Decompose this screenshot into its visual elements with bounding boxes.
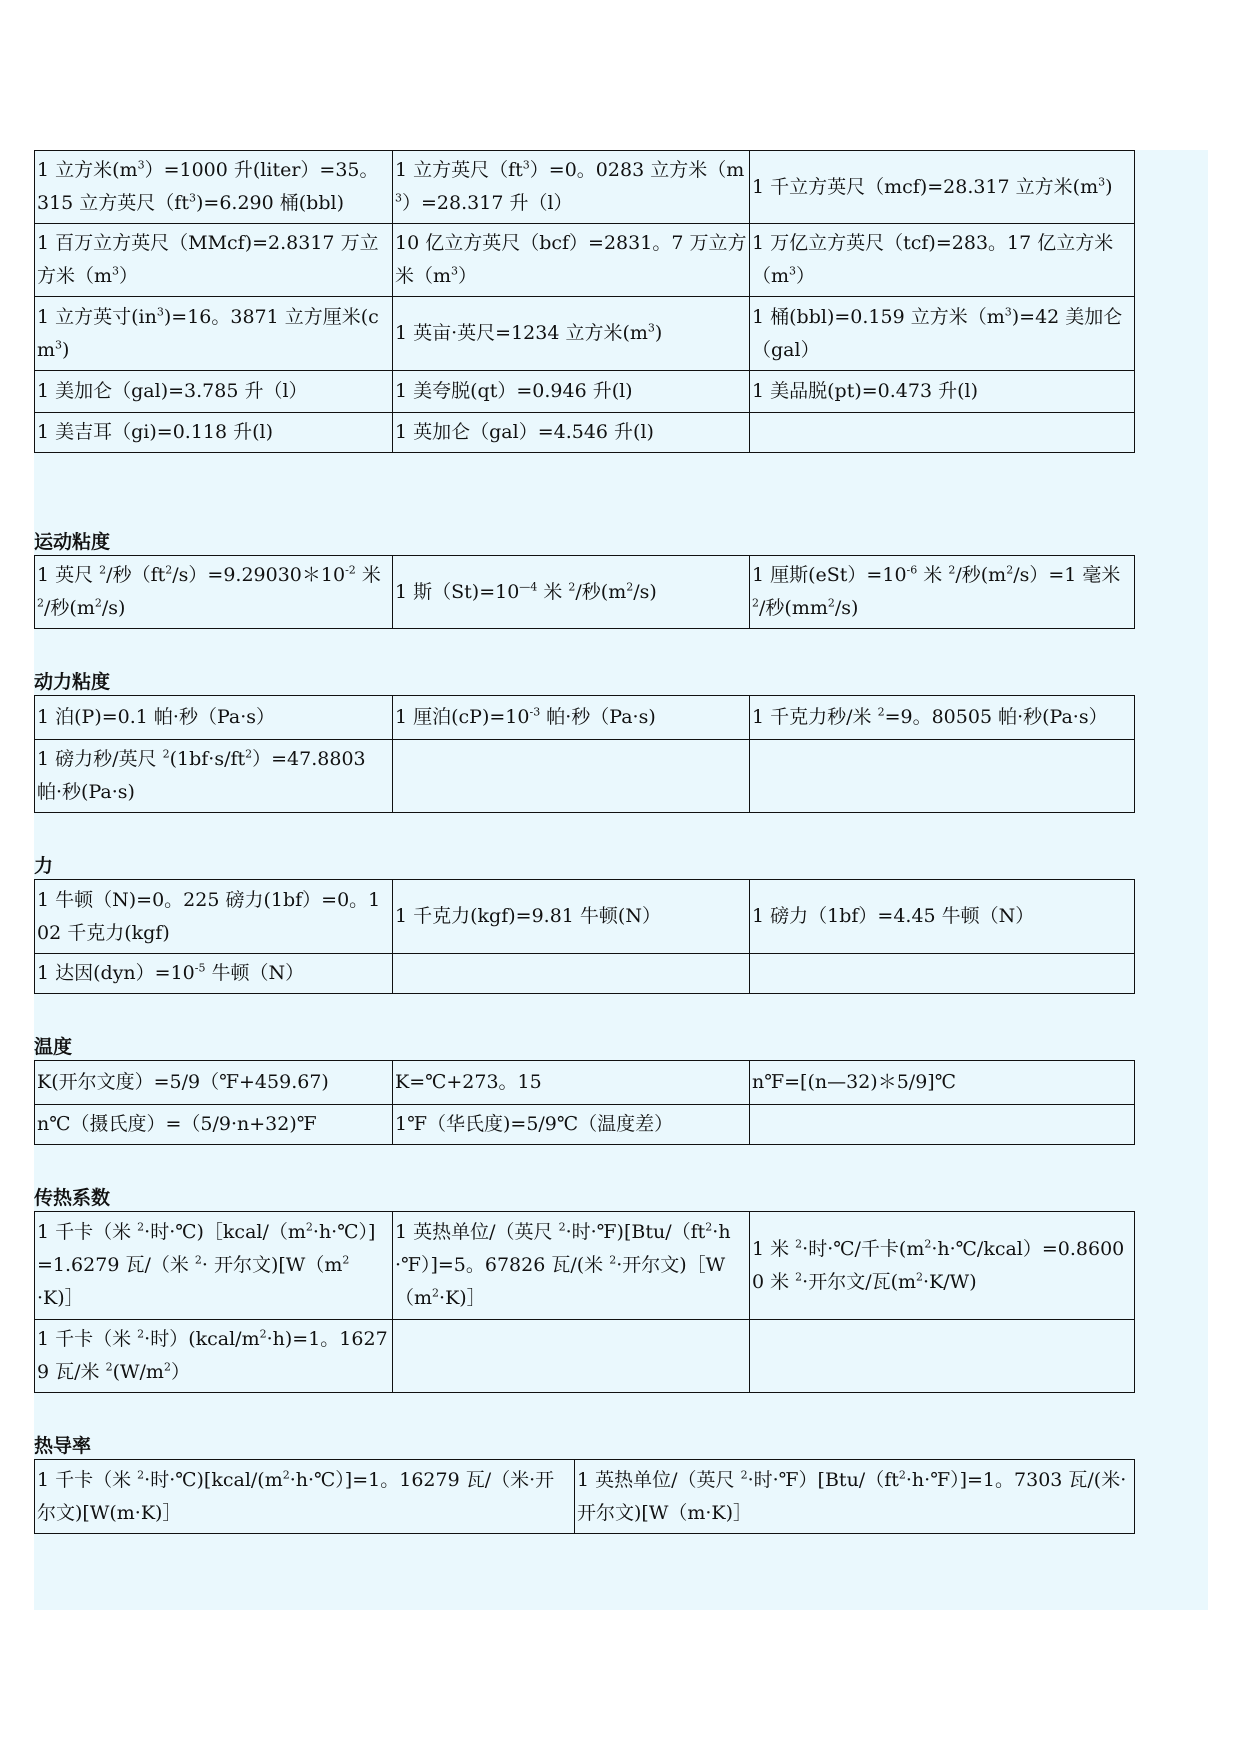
superscript: —4	[519, 580, 538, 594]
cell-text: 1 英亩·英尺=1234 立方米(m	[395, 322, 648, 344]
superscript: -5	[194, 961, 206, 975]
cell-text: ）=0。0283 立方米（m	[529, 159, 745, 181]
superscript: 3	[137, 158, 145, 172]
cell-text: 帕·秒（Pa·s)	[540, 706, 656, 728]
table-cell	[750, 740, 1135, 813]
cell-text: ·开尔文)［W（m	[395, 1254, 726, 1309]
superscript: 3	[188, 191, 196, 205]
cell-text: ）	[796, 265, 816, 287]
superscript: 3	[112, 264, 120, 278]
table-cell	[393, 740, 750, 813]
cell-text: n℃（摄氏度）=（5/9·n+32)℉	[37, 1113, 317, 1135]
cell-text: 1 立方英寸(in	[37, 305, 157, 328]
cell-text: ·开尔文/瓦(m	[802, 1270, 917, 1293]
kinematic-viscosity-table	[34, 555, 1135, 629]
table-cell	[393, 1212, 750, 1320]
cell-text: ·K)］	[37, 1287, 84, 1309]
table-cell	[393, 224, 750, 297]
table-row	[35, 740, 1135, 813]
cell-text: ·时·℃)[kcal/(m	[144, 1468, 283, 1491]
cell-text: ·时·℉）[Btu/（ft	[747, 1468, 899, 1491]
cell-text: ）	[170, 1361, 190, 1383]
table-cell	[750, 224, 1135, 297]
cell-text: 1 英热单位/（英尺	[395, 1221, 559, 1243]
cell-text: /秒(m	[575, 580, 627, 603]
table-row	[35, 696, 1135, 740]
superscript: 2	[432, 1286, 440, 1300]
cell-text: n℉=[(n—32)＊5/9]℃	[752, 1071, 956, 1093]
cell-text: 1 立方米(m	[37, 159, 138, 181]
table-row	[35, 954, 1135, 994]
superscript: 2	[259, 1327, 267, 1341]
table-cell	[393, 556, 750, 629]
table-cell	[750, 954, 1135, 994]
cell-text: 1 美吉耳（gi)=0.118 升(l)	[37, 421, 274, 443]
superscript: 2	[137, 1468, 145, 1482]
cell-text: 1 百万立方英尺（MMcf)=2.8317 万立方米（m	[37, 232, 379, 287]
superscript: 2	[924, 1237, 932, 1251]
table-row	[35, 1061, 1135, 1105]
table-cell	[35, 1212, 393, 1320]
cell-text: ）=1000 升(liter）=35。315 立方英尺（ft	[37, 159, 379, 214]
cell-text: 1 千立方英尺（mcf)=28.317 立方米(m	[752, 175, 1099, 198]
superscript: -3	[529, 705, 541, 719]
superscript: 2	[105, 1360, 113, 1374]
cell-text: ·h·℃/kcal）=0.86000 米	[752, 1237, 1125, 1293]
superscript: 2	[342, 1253, 350, 1267]
section-heading: 动力粘度	[34, 671, 111, 693]
table-cell	[393, 696, 750, 740]
cell-text: /秒(mm	[759, 597, 828, 619]
superscript: 2	[916, 1270, 924, 1284]
table-cell	[393, 371, 750, 413]
table-cell	[750, 1061, 1135, 1105]
cell-text: 1 立方英尺（ft	[395, 159, 523, 181]
cell-text: ）	[458, 265, 478, 287]
table-cell	[393, 151, 750, 224]
table-row	[35, 151, 1135, 224]
cell-text: )	[62, 338, 70, 361]
superscript: 2	[94, 596, 102, 610]
section-heading: 运动粘度	[34, 531, 111, 553]
superscript: 2	[752, 596, 759, 610]
table-cell	[393, 413, 750, 453]
cell-text: 1 斯（St)=10	[395, 580, 520, 603]
table-row	[35, 371, 1135, 413]
table-cell	[750, 1320, 1135, 1393]
table-cell	[750, 556, 1135, 629]
cell-text: 1℉（华氏度)=5/9℃（温度差）	[395, 1113, 674, 1135]
superscript: 2	[558, 1220, 566, 1234]
table-cell	[750, 880, 1135, 954]
cell-text: ·时·℃)［kcal/（m	[144, 1221, 306, 1243]
superscript: 2	[99, 563, 107, 577]
table-cell	[35, 151, 393, 224]
superscript: 2	[282, 1468, 290, 1482]
table-row	[35, 1105, 1135, 1145]
cell-text: ·h·℃）]=1.6279 瓦/（米	[37, 1221, 376, 1276]
cell-text: 牛顿（N）	[205, 962, 305, 984]
table-cell	[35, 954, 393, 994]
cell-text: K=℃+273。15	[395, 1071, 542, 1093]
table-cell	[35, 371, 393, 413]
cell-text: /s)	[101, 597, 126, 619]
table-row	[35, 556, 1135, 629]
superscript: 2	[827, 596, 835, 610]
superscript: 2	[609, 1253, 617, 1267]
table-row	[35, 1460, 1135, 1534]
table-cell	[35, 556, 393, 629]
cell-text: 1 桶(bbl)=0.159 立方米（m	[752, 305, 1005, 328]
document-content	[34, 150, 1134, 1534]
superscript: 2	[162, 747, 170, 761]
heat-transfer-table	[34, 1211, 1135, 1393]
table-row	[35, 1212, 1135, 1320]
cell-text: ·h·℃）]=1。16279 瓦/（米·开尔文)[W(m·K)］	[37, 1468, 555, 1524]
superscript: 3	[451, 264, 459, 278]
cell-text: /秒（ft	[106, 564, 166, 586]
cell-text: )=42 美加仑（gal）	[752, 305, 1123, 361]
superscript: 3	[647, 321, 655, 335]
cell-text: 10 亿立方英尺（bcf）=2831。7 万立方米（m	[395, 232, 747, 287]
superscript: -2	[345, 563, 356, 577]
table-row	[35, 1320, 1135, 1393]
cell-text: )=6.290 桶(bbl)	[195, 192, 344, 214]
cell-text: )=16。3871 立方厘米(cm	[37, 305, 379, 361]
cell-text: 1 牛顿（N)=0。225 磅力(1bf）=0。102 千克力(kgf)	[37, 888, 381, 944]
cell-text: /秒(m	[955, 564, 1007, 586]
table-row	[35, 297, 1135, 371]
cell-text: 1 英尺	[37, 564, 100, 586]
table-cell	[750, 297, 1135, 371]
cell-text: 1 美夸脱(qt）=0.946 升(l)	[395, 380, 633, 402]
cell-text: 1 磅力秒/英尺	[37, 748, 163, 770]
table-cell	[35, 1105, 393, 1145]
temperature-table	[34, 1060, 1135, 1145]
cell-text: 1 磅力（1bf）=4.45 牛顿（N）	[752, 905, 1035, 927]
cell-text: (1bf·s/ft	[169, 748, 246, 770]
table-cell	[393, 1320, 750, 1393]
table-cell	[35, 740, 393, 813]
cell-text: 米	[355, 564, 381, 586]
cell-text: )	[1105, 175, 1113, 198]
table-row	[35, 413, 1135, 453]
table-cell	[393, 954, 750, 994]
cell-text: (W/m	[112, 1361, 164, 1383]
table-row	[35, 224, 1135, 297]
cell-text: · 开尔文)[W（m	[201, 1254, 343, 1276]
superscript: 2	[568, 580, 576, 594]
cell-text: 1 米	[752, 1237, 796, 1260]
superscript: 2	[877, 705, 885, 719]
superscript: 3	[156, 305, 164, 319]
cell-text: ·时·℃/千卡(m	[802, 1237, 925, 1260]
cell-text: /秒(m	[44, 597, 95, 619]
table-cell	[35, 297, 393, 371]
table-cell	[393, 1061, 750, 1105]
superscript: 3	[55, 338, 63, 352]
table-cell	[750, 696, 1135, 740]
table-cell	[35, 413, 393, 453]
section-heading: 热导率	[34, 1435, 92, 1457]
force-table	[34, 879, 1135, 994]
table-cell	[35, 696, 393, 740]
cell-text: 1 千卡（米	[37, 1221, 138, 1243]
cell-text: 1 厘泊(cP)=10	[395, 706, 530, 728]
superscript: 2	[1006, 563, 1014, 577]
cell-text: 1 千克力秒/米	[752, 706, 878, 728]
table-cell	[393, 297, 750, 371]
table-cell	[575, 1460, 1135, 1534]
cell-text: 1 美加仑（gal)=3.785 升（l）	[37, 380, 308, 402]
cell-text: ·K/W)	[923, 1270, 977, 1293]
superscript: 2	[137, 1327, 145, 1341]
table-cell	[35, 880, 393, 954]
table-cell	[35, 224, 393, 297]
cell-text: 1 英热单位/（英尺	[577, 1468, 741, 1491]
superscript: 3	[522, 158, 530, 172]
cell-text: 1 泊(P)=0.1 帕·秒（Pa·s）	[37, 706, 276, 728]
table-cell	[750, 1212, 1135, 1320]
cell-text: ）=47.8803 帕·秒(Pa·s)	[37, 748, 366, 803]
superscript: 3	[1004, 305, 1012, 319]
cell-text: 1 千卡（米	[37, 1468, 138, 1491]
table-cell	[35, 1061, 393, 1105]
table-row	[35, 880, 1135, 954]
cell-text: ·时）(kcal/m	[144, 1328, 260, 1350]
superscript: 2	[165, 563, 173, 577]
table-cell	[35, 1460, 575, 1534]
table-cell	[750, 1105, 1135, 1145]
superscript: -6	[906, 563, 918, 577]
cell-text: ·时·℉)[Btu/（ft	[565, 1221, 706, 1243]
cell-text: ）	[119, 265, 139, 287]
cell-text: ）=28.317 升（l）	[402, 192, 573, 214]
section-heading: 力	[34, 855, 54, 877]
table-cell	[35, 1320, 393, 1393]
superscript: 2	[740, 1468, 748, 1482]
cell-text: =9。80505 帕·秒(Pa·s）	[884, 706, 1108, 728]
table-cell	[393, 880, 750, 954]
superscript: 2	[245, 747, 253, 761]
table-cell	[750, 371, 1135, 413]
cell-text: 1 千卡（米	[37, 1328, 138, 1350]
cell-text: ·h)=1。16279 瓦/米	[37, 1328, 388, 1383]
superscript: 2	[137, 1220, 145, 1234]
superscript: 3	[789, 264, 797, 278]
superscript: 3	[395, 191, 402, 205]
cell-text: 1 达因(dyn）=10	[37, 962, 195, 984]
cell-text: K(开尔文度）=5/9（℉+459.67)	[37, 1071, 329, 1093]
superscript: 2	[163, 1360, 171, 1374]
superscript: 2	[194, 1253, 202, 1267]
cell-text: /s）=9.29030＊10	[172, 564, 346, 586]
thermal-conductivity-table	[34, 1459, 1135, 1534]
cell-text: 米	[537, 580, 569, 603]
cell-text: ·h·℉）]=5。67826 瓦/(米	[395, 1221, 731, 1276]
dynamic-viscosity-table	[34, 695, 1135, 813]
section-heading: 传热系数	[34, 1187, 111, 1209]
superscript: 2	[37, 596, 44, 610]
table-cell	[750, 413, 1135, 453]
volume-table	[34, 150, 1135, 453]
superscript: 2	[705, 1220, 713, 1234]
cell-text: 米	[917, 564, 949, 586]
cell-text: /s)	[633, 580, 657, 603]
cell-text: ·h·℉）]=1。7303 瓦/(米·开尔文)[W（m·K)］	[577, 1468, 1127, 1524]
superscript: 2	[305, 1220, 313, 1234]
superscript: 2	[898, 1468, 906, 1482]
superscript: 2	[795, 1270, 803, 1284]
superscript: 2	[795, 1237, 803, 1251]
cell-text: 1 厘斯(eSt）=10	[752, 564, 907, 586]
cell-text: )	[654, 322, 663, 344]
cell-text: /s)	[834, 597, 859, 619]
section-heading: 温度	[34, 1036, 73, 1058]
cell-text: /s）=1 毫米	[1013, 564, 1121, 586]
cell-text: 1 千克力(kgf)=9.81 牛顿(N）	[395, 905, 661, 927]
cell-text: ·K)］	[439, 1287, 486, 1309]
cell-text: 1 美品脱(pt)=0.473 升(l)	[752, 380, 979, 402]
cell-text: 1 英加仑（gal）=4.546 升(l)	[395, 421, 654, 443]
cell-text: 1 万亿立方英尺（tcf)=283。17 亿立方米（m	[752, 232, 1114, 287]
superscript: 3	[1098, 175, 1106, 189]
superscript: 2	[948, 563, 956, 577]
table-cell	[750, 151, 1135, 224]
superscript: 2	[626, 580, 634, 594]
table-cell	[393, 1105, 750, 1145]
